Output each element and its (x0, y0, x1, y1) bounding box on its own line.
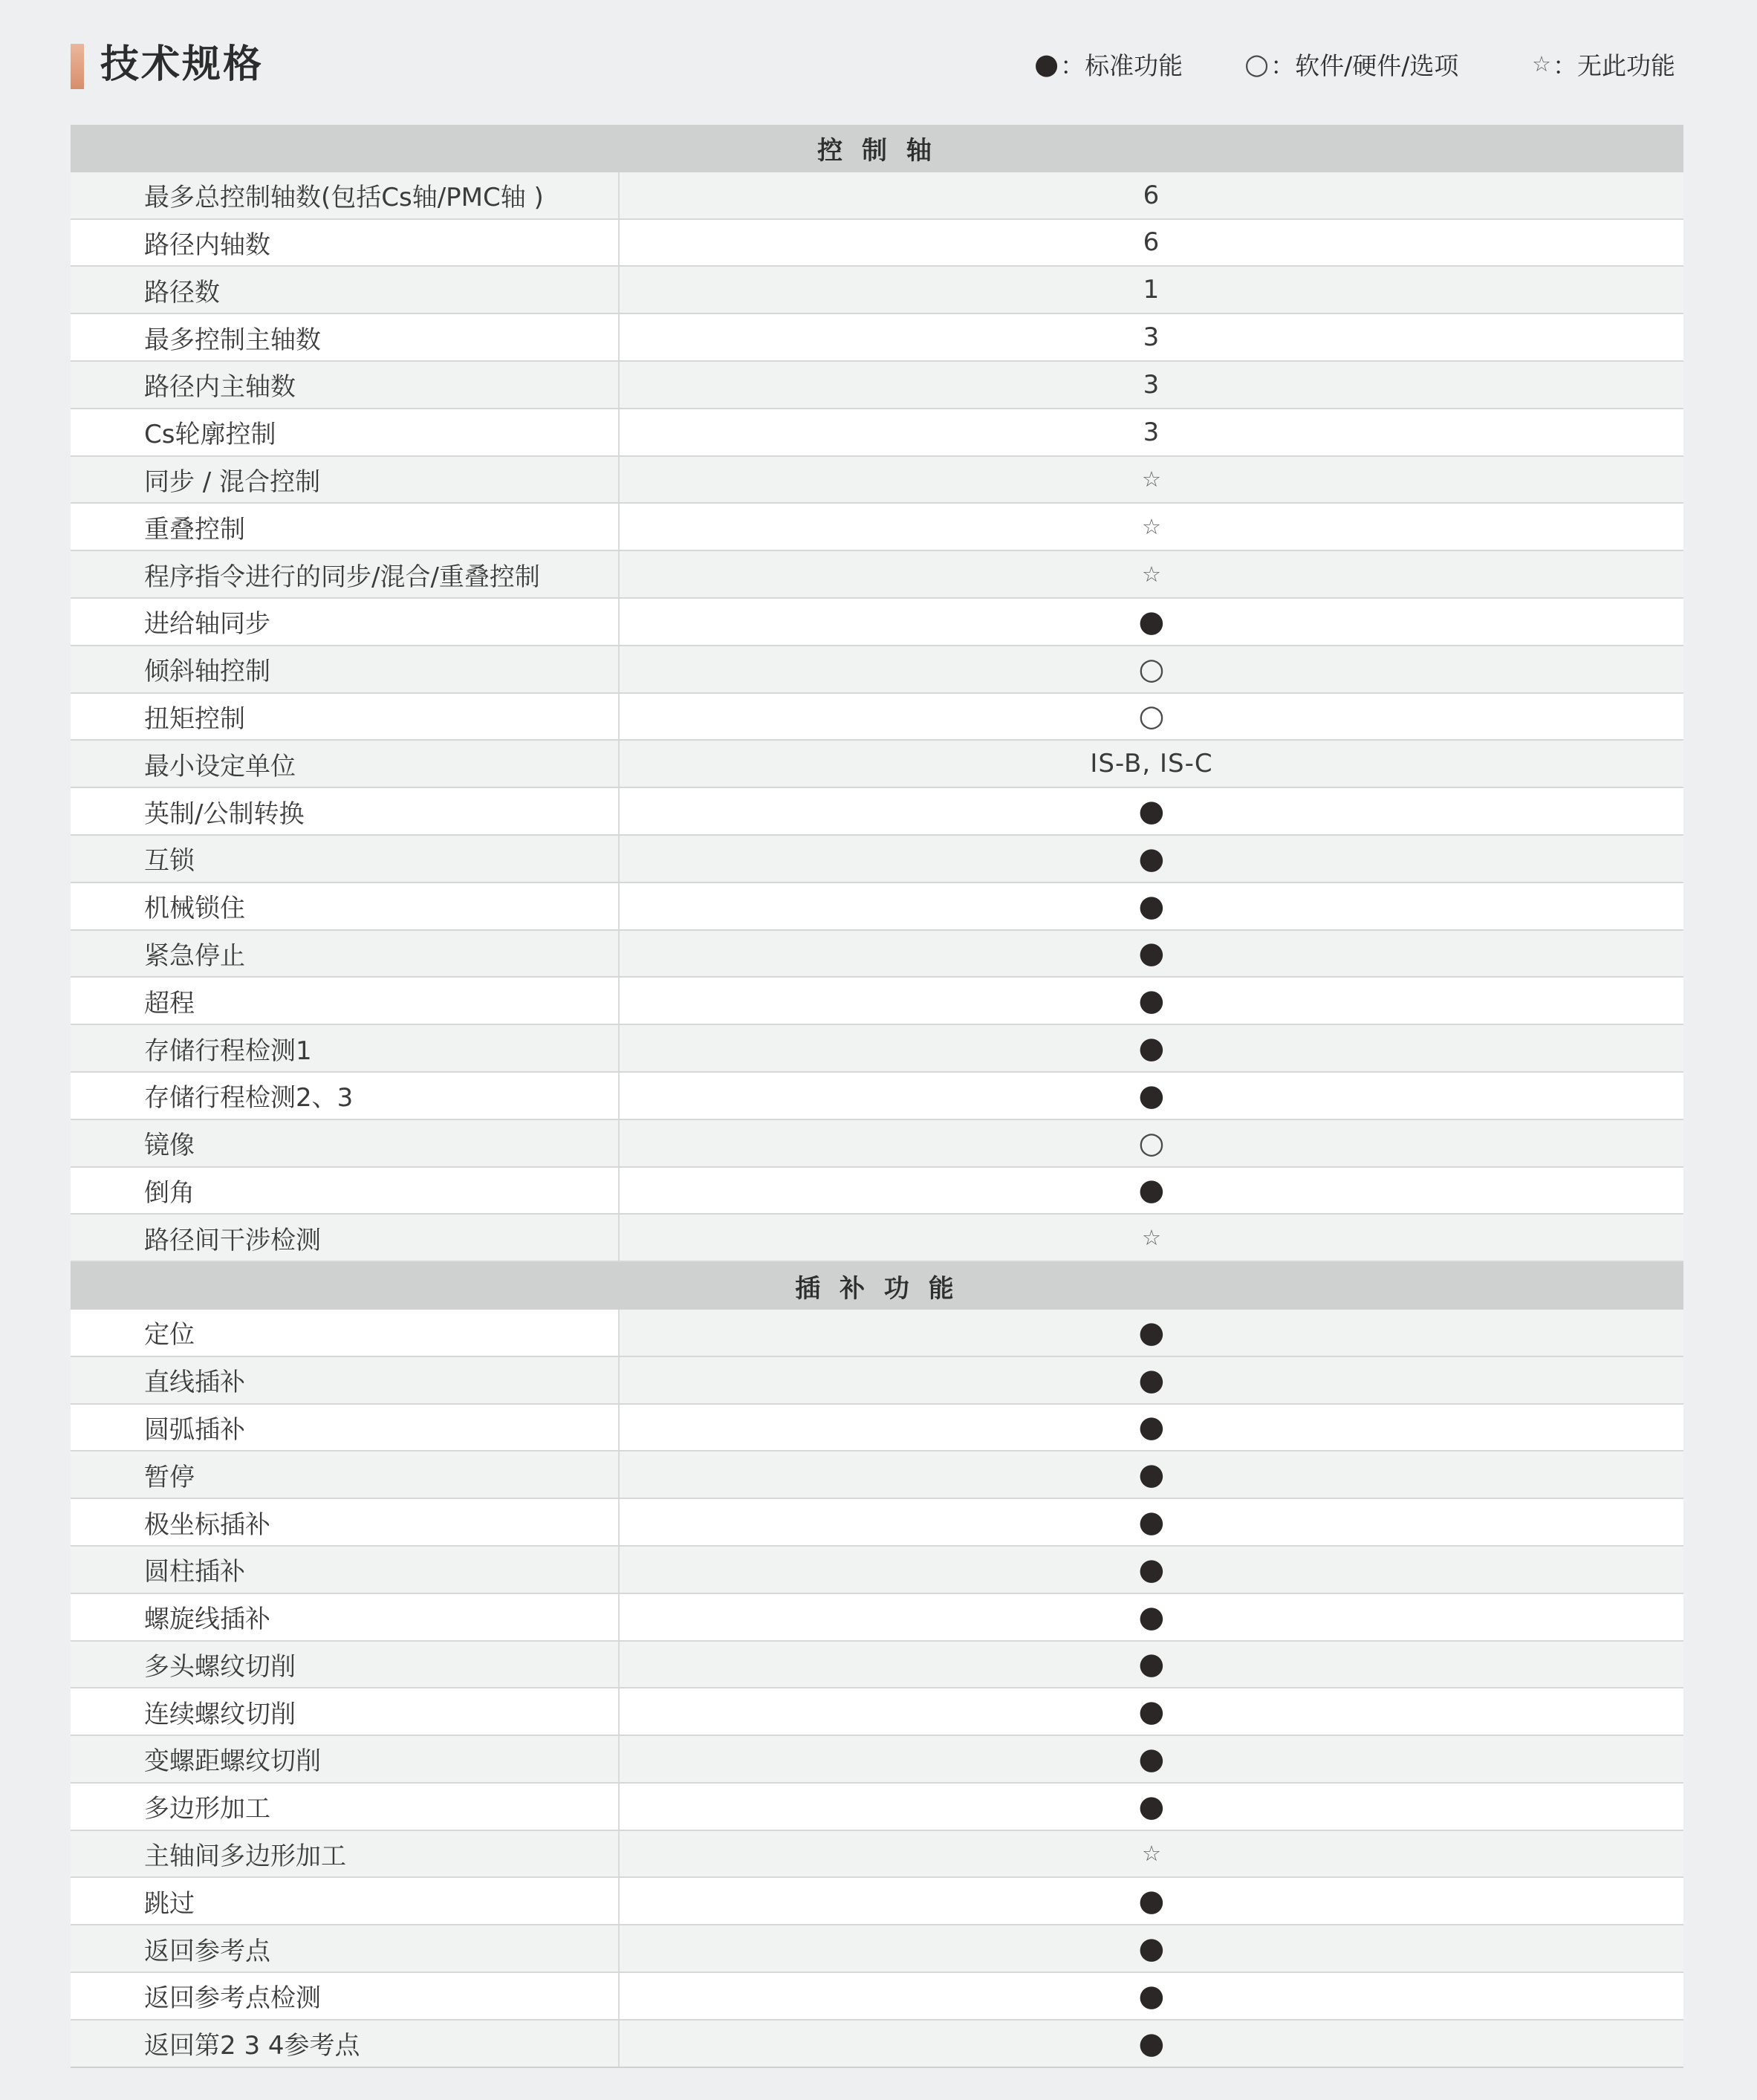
feature-value-cell (620, 1688, 1683, 1735)
table-row (71, 1831, 1683, 1879)
table-row (71, 1215, 1683, 1262)
feature-value-cell (620, 409, 1683, 455)
table-row (71, 1878, 1683, 1925)
table-row (71, 504, 1683, 551)
feature-value-cell (620, 1168, 1683, 1214)
filled-circle-icon: ● (1138, 1173, 1165, 1208)
feature-value: 3 (1143, 369, 1160, 400)
table-row (71, 1310, 1683, 1357)
filled-circle-icon: ● (1138, 1694, 1165, 1729)
filled-circle-icon: ● (1138, 841, 1165, 876)
table-row (71, 551, 1683, 599)
filled-circle-icon: ● (1138, 1647, 1165, 1682)
table-row (71, 172, 1683, 220)
feature-name: 主轴间多边形加工 (71, 1831, 620, 1877)
feature-value-cell (620, 504, 1683, 550)
table-row (71, 1688, 1683, 1736)
feature-value-cell (620, 788, 1683, 834)
table-row (71, 694, 1683, 741)
section-header: 控 制 轴 (71, 125, 1683, 172)
feature-name: 紧急停止 (71, 931, 620, 977)
feature-value-cell (620, 599, 1683, 645)
feature-value-cell (620, 1736, 1683, 1782)
table-row (71, 1547, 1683, 1594)
open-circle-icon: ○ (1138, 651, 1165, 686)
feature-name: 路径内主轴数 (71, 362, 620, 408)
table-row (71, 1784, 1683, 1831)
page-title: 技术规格 (100, 42, 264, 87)
star-icon: ☆ (1142, 1224, 1161, 1250)
feature-name: 程序指令进行的同步/混合/重叠控制 (71, 551, 620, 597)
table-section (71, 125, 1683, 1262)
feature-value-cell (620, 551, 1683, 597)
table-row (71, 409, 1683, 457)
filled-circle-icon: ● (1138, 1789, 1165, 1824)
filled-circle-icon: ● (1138, 1410, 1165, 1445)
filled-circle-icon: ● (1138, 1505, 1165, 1539)
legend-label: ：标准功能 (1060, 51, 1183, 80)
feature-value-cell (620, 1973, 1683, 2019)
feature-name: 存储行程检测1 (71, 1025, 620, 1071)
feature-name: 多头螺纹切削 (71, 1642, 620, 1688)
table-row (71, 1925, 1683, 1973)
feature-value-cell (620, 314, 1683, 360)
feature-name: 定位 (71, 1310, 620, 1356)
feature-name: 返回参考点检测 (71, 1973, 620, 2019)
legend-label: ：无此功能 (1553, 51, 1675, 80)
feature-value-cell (620, 220, 1683, 266)
star-icon: ☆ (1142, 466, 1161, 492)
table-row (71, 741, 1683, 788)
feature-name: 返回参考点 (71, 1925, 620, 1971)
table-row (71, 220, 1683, 267)
feature-value: IS-B, IS-C (1090, 749, 1213, 779)
filled-circle-icon: ● (1138, 1315, 1165, 1350)
table-row (71, 836, 1683, 883)
feature-value-cell (620, 1831, 1683, 1877)
table-row (71, 788, 1683, 836)
feature-name: 连续螺纹切削 (71, 1688, 620, 1735)
feature-value-cell (620, 694, 1683, 740)
star-icon: ☆ (1532, 51, 1551, 77)
table-row (71, 1120, 1683, 1168)
feature-value-cell (620, 978, 1683, 1024)
feature-value-cell (620, 1073, 1683, 1119)
filled-circle-icon: ● (1138, 1741, 1165, 1776)
feature-name: 扭矩控制 (71, 694, 620, 740)
feature-value: 6 (1143, 180, 1160, 210)
table-row (71, 2021, 1683, 2068)
table-row (71, 646, 1683, 694)
filled-circle-icon: ● (1138, 1978, 1165, 2013)
feature-value-cell (620, 1405, 1683, 1451)
feature-value-cell (620, 1925, 1683, 1971)
section-header: 插 补 功 能 (71, 1262, 1683, 1310)
table-row (71, 362, 1683, 409)
feature-value-cell (620, 931, 1683, 977)
filled-circle-icon: ● (1138, 888, 1165, 923)
feature-name: 机械锁住 (71, 883, 620, 929)
table-row (71, 1499, 1683, 1547)
filled-circle-icon: ● (1138, 984, 1165, 1018)
open-circle-icon: ○ (1244, 48, 1270, 80)
filled-circle-icon: ● (1138, 1552, 1165, 1587)
legend-item-optional (1244, 48, 1458, 80)
feature-value-cell (620, 1357, 1683, 1403)
table-row (71, 1073, 1683, 1120)
feature-name: Cs轮廓控制 (71, 409, 620, 455)
feature-value-cell (620, 646, 1683, 692)
filled-circle-icon: ● (1138, 1599, 1165, 1634)
filled-circle-icon: ● (1138, 794, 1165, 829)
table-row (71, 457, 1683, 504)
feature-value-cell (620, 1499, 1683, 1545)
filled-circle-icon: ● (1138, 1457, 1165, 1492)
feature-value-cell (620, 836, 1683, 882)
table-row (71, 1973, 1683, 2021)
feature-value-cell (620, 883, 1683, 929)
filled-circle-icon: ● (1138, 1884, 1165, 1919)
feature-value-cell (620, 2021, 1683, 2067)
feature-value-cell (620, 1452, 1683, 1498)
feature-value-cell (620, 457, 1683, 503)
feature-name: 圆柱插补 (71, 1547, 620, 1593)
table-row (71, 314, 1683, 362)
feature-name: 倾斜轴控制 (71, 646, 620, 692)
feature-name: 最多控制主轴数 (71, 314, 620, 360)
filled-circle-icon: ● (1138, 1931, 1165, 1966)
feature-name: 超程 (71, 978, 620, 1024)
table-row (71, 978, 1683, 1025)
star-icon: ☆ (1142, 561, 1161, 587)
table-row (71, 1736, 1683, 1784)
filled-circle-icon: ● (1138, 2026, 1165, 2061)
feature-value-cell (620, 1310, 1683, 1356)
feature-name: 互锁 (71, 836, 620, 882)
open-circle-icon: ○ (1138, 1125, 1165, 1160)
table-row (71, 883, 1683, 931)
feature-value-cell (620, 1878, 1683, 1924)
table-row (71, 599, 1683, 646)
feature-name: 倒角 (71, 1168, 620, 1214)
feature-value-cell (620, 1594, 1683, 1640)
filled-circle-icon: ● (1034, 48, 1059, 80)
spec-table (71, 125, 1683, 2068)
feature-value-cell (620, 741, 1683, 787)
filled-circle-icon: ● (1138, 1031, 1165, 1066)
feature-value-cell (620, 1025, 1683, 1071)
feature-value-cell (620, 1784, 1683, 1830)
table-row (71, 1594, 1683, 1642)
feature-name: 多边形加工 (71, 1784, 620, 1830)
feature-name: 返回第2 3 4参考点 (71, 2021, 620, 2067)
feature-value: 3 (1143, 322, 1160, 353)
feature-name: 路径内轴数 (71, 220, 620, 266)
feature-name: 进给轴同步 (71, 599, 620, 645)
feature-value: 3 (1143, 417, 1160, 447)
table-row (71, 1168, 1683, 1215)
table-row (71, 1025, 1683, 1073)
table-section (71, 1262, 1683, 2068)
feature-name: 同步 / 混合控制 (71, 457, 620, 503)
feature-name: 极坐标插补 (71, 1499, 620, 1545)
table-row (71, 267, 1683, 314)
filled-circle-icon: ● (1138, 936, 1165, 971)
feature-name: 圆弧插补 (71, 1405, 620, 1451)
filled-circle-icon: ● (1138, 604, 1165, 639)
feature-value-cell (620, 1642, 1683, 1688)
feature-name: 暂停 (71, 1452, 620, 1498)
feature-value: 1 (1143, 275, 1160, 305)
feature-name: 直线插补 (71, 1357, 620, 1403)
filled-circle-icon: ● (1138, 1078, 1165, 1113)
feature-name: 螺旋线插补 (71, 1594, 620, 1640)
feature-name: 路径间干涉检测 (71, 1215, 620, 1261)
table-row (71, 1642, 1683, 1689)
feature-name: 最多总控制轴数(包括Cs轴/PMC轴 ) (71, 172, 620, 218)
feature-name: 最小设定单位 (71, 741, 620, 787)
star-icon: ☆ (1142, 513, 1161, 539)
star-icon: ☆ (1142, 1841, 1161, 1867)
filled-circle-icon: ● (1138, 1362, 1165, 1397)
feature-value-cell (620, 172, 1683, 218)
feature-value-cell (620, 1547, 1683, 1593)
open-circle-icon: ○ (1138, 699, 1165, 734)
feature-name: 重叠控制 (71, 504, 620, 550)
feature-value-cell (620, 1215, 1683, 1261)
title-accent-bar (71, 44, 84, 89)
legend-label: ：软件/硬件/选项 (1270, 51, 1459, 80)
feature-value-cell (620, 1120, 1683, 1166)
feature-name: 存储行程检测2、3 (71, 1073, 620, 1119)
feature-value: 6 (1143, 227, 1160, 258)
feature-value-cell (620, 362, 1683, 408)
feature-name: 镜像 (71, 1120, 620, 1166)
table-row (71, 1452, 1683, 1499)
legend-item-unavailable (1532, 48, 1675, 80)
table-row (71, 931, 1683, 978)
table-row (71, 1357, 1683, 1405)
feature-name: 变螺距螺纹切削 (71, 1736, 620, 1782)
feature-value-cell (620, 267, 1683, 313)
feature-name: 路径数 (71, 267, 620, 313)
feature-name: 英制/公制转换 (71, 788, 620, 834)
table-row (71, 1405, 1683, 1452)
feature-name: 跳过 (71, 1878, 620, 1924)
legend-item-standard (1034, 48, 1183, 80)
